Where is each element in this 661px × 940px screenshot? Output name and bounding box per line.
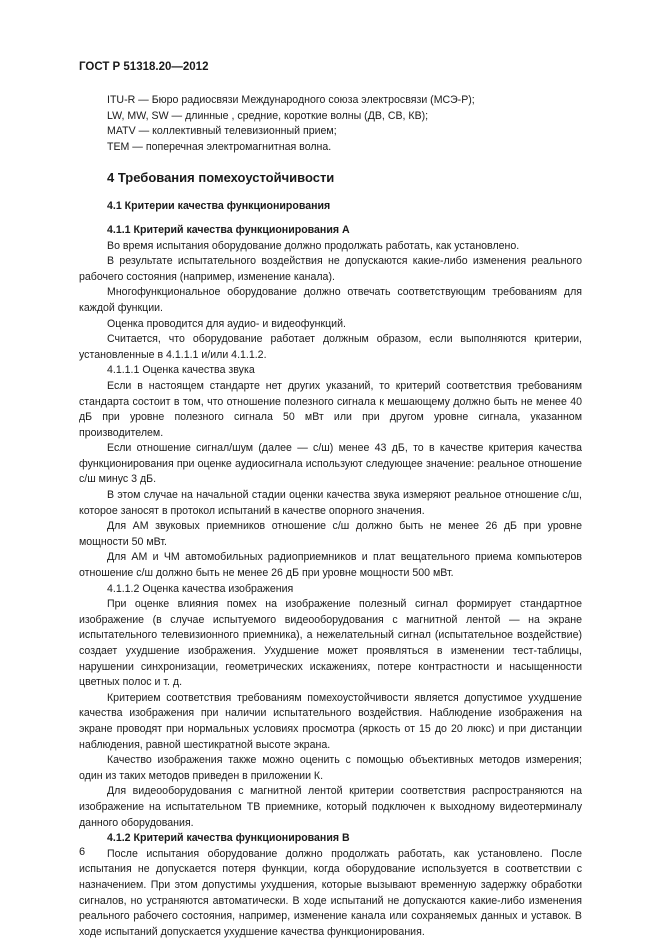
paragraph: Для АМ и ЧМ автомобильных радиоприемников и плат вещательного приема компьютеров отношение с/ш должно быть не менее 26 дБ при уровне мощности 500 мВт. bbox=[79, 551, 582, 580]
paragraph: Критерием соответствия требованиям помехоустойчивости является допустимое ухудшение качества изображения при наличии испытательного воздействия. Наблюдение изображения на экране проводят при нормальных условиях просмотра (яркость от 15 до 20 люкс) и при дистанции наблюдения, равной шестикратной высоте экрана. bbox=[79, 691, 582, 751]
section-4-1-2-title: 4.1.2 Критерий качества функционирования В bbox=[107, 832, 350, 845]
paragraph: Для АМ звуковых приемников отношение с/ш должно быть не менее 26 дБ при уровне мощности 50 мВт. bbox=[79, 520, 582, 548]
paragraph: В этом случае на начальной стадии оценки качества звука измеряют реальное отношение с/ш, которое заносят в протокол испытаний в качестве опорного значения. bbox=[79, 489, 582, 517]
abbreviation-item: LW, MW, SW — длинные , средние, короткие волны (ДВ, СВ, КВ); bbox=[107, 109, 429, 122]
section-4-title: 4 Требования помехоустойчивости bbox=[107, 170, 335, 186]
paragraph: Считается, что оборудование работает должным образом, если выполняются критерии, установленные в 4.1.1.1 и/или 4.1.1.2. bbox=[79, 333, 582, 361]
section-4-1-1-2-title: 4.1.1.2 Оценка качества изображения bbox=[107, 582, 294, 595]
paragraph: В результате испытательного воздействия не допускаются какие-либо изменения реального рабочего состояния (например, изменение канала). bbox=[79, 255, 582, 283]
page-number: 6 bbox=[79, 846, 86, 858]
paragraph: При оценке влияния помех на изображение полезный сигнал формирует стандартное изображение (в случае испытуемого видеооборудования с магнитной лентой — на экране испытательного телевизионного приемника), а нежелательный сигнал (испытательное воздействие) создает ухудшение изображения. Ухудшение может проявляться в изменении тест-таблицы, нарушении синхронизации, геометрических искажениях, потере контрастности и насыщенности цветных полос и т. д. bbox=[79, 598, 582, 689]
section-4-1-1-1-title: 4.1.1.1 Оценка качества звука bbox=[107, 364, 255, 377]
paragraph: Если в настоящем стандарте нет других указаний, то критерий соответствия требованиям стандарта состоит в том, что отношение полезного сигнала к мешающему должно быть не менее 40 дБ при уровне полезного сигнала 50 мВт или при другом уровне сигнала, указанном производителем. bbox=[79, 379, 582, 439]
abbreviation-item: TEM — поперечная электромагнитная волна. bbox=[107, 140, 332, 153]
paragraph: Качество изображения также можно оценить с помощью объективных методов измерения; один из таких методов приведен в приложении К. bbox=[79, 754, 582, 782]
document-body bbox=[79, 93, 582, 940]
paragraph: Оценка проводится для аудио- и видеофункций. bbox=[107, 317, 346, 330]
paragraph: Многофункциональное оборудование должно отвечать соответствующим требованиям для каждой функции. bbox=[79, 286, 582, 314]
section-4-1-title: 4.1 Критерии качества функционирования bbox=[107, 200, 331, 213]
paragraph: После испытания оборудование должно продолжать работать, как установлено. После испытания не допускается потеря функции, когда оборудование используется в соответствии с назначением. При этом допустимы ухудшения, которые вызывают временную задержку обработки сигналов, но устраняются автоматически. В ходе испытаний не допускаются какие-либо изменения реального рабочего состояния, например, изменение канала или сохраняемых данных и уставок. В ходе испытаний допускается ухудшение качества функционирования. bbox=[79, 847, 582, 938]
abbreviation-item: MATV — коллективный телевизионный прием; bbox=[107, 125, 337, 138]
section-4-1-1-title: 4.1.1 Критерий качества функционирования А bbox=[107, 223, 350, 236]
paragraph: Во время испытания оборудование должно продолжать работать, как установлено. bbox=[107, 239, 520, 252]
paragraph: Для видеооборудования с магнитной лентой критерии соответствия распространяются на изображение на испытательном ТВ приемнике, который подключен к выходному видеотерминалу данного оборудования. bbox=[79, 785, 582, 829]
document-header: ГОСТ Р 51318.20—2012 bbox=[79, 61, 209, 73]
abbreviation-item: ITU-R — Бюро радиосвязи Международного союза электросвязи (МСЭ-Р); bbox=[107, 94, 475, 106]
paragraph: Если отношение сигнал/шум (далее — с/ш) менее 43 дБ, то в качестве критерия качества функционирования при оценке аудиосигнала используют следующее значение: реальное отношение с/ш минус 3 дБ. bbox=[79, 442, 582, 486]
abbreviations-list bbox=[79, 93, 582, 155]
